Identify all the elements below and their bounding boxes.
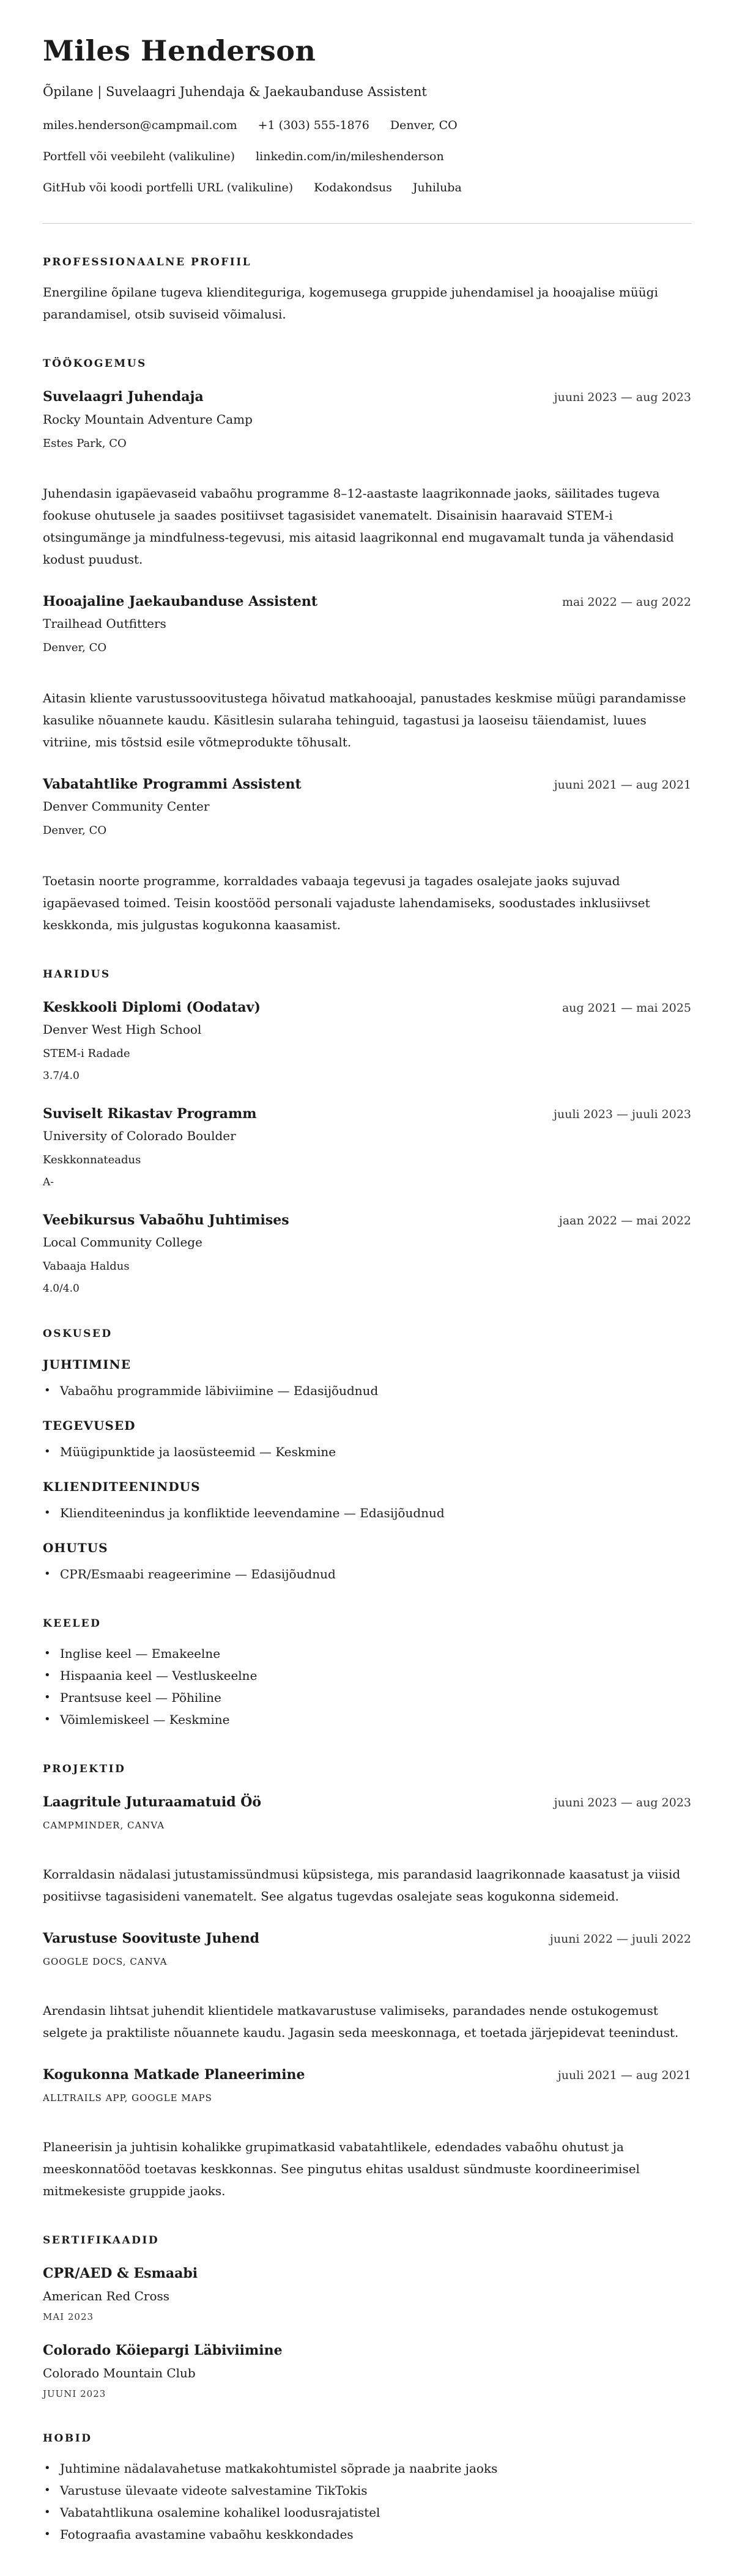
project-tools: ALLTRAILS APP, GOOGLE MAPS (43, 2092, 212, 2103)
education-entry (43, 1106, 691, 1189)
contact-github: GitHub või koodi portfelli URL (valikuline) (43, 181, 294, 195)
job-entry (43, 594, 691, 753)
skill-category-name: OHUTUS (43, 1540, 108, 1555)
job-location: Estes Park, CO (43, 436, 127, 450)
header-divider (43, 223, 691, 224)
certification-issuer: American Red Cross (43, 2288, 170, 2303)
skill-item: • Müügipunktide ja laosüsteemid — Keskmine (60, 1441, 691, 1463)
education-dates: aug 2021 — mai 2025 (562, 1001, 691, 1015)
person-name: Miles Henderson (43, 34, 316, 67)
certification-date: MAI 2023 (43, 2311, 94, 2322)
section-title: OSKUSED (43, 1327, 113, 1340)
education-gpa: 4.0/4.0 (43, 1282, 80, 1295)
contact-portfolio: Portfell või veebileht (valikuline) (43, 150, 235, 164)
language-item: • Hispaania keel — Vestluskeelne (60, 1665, 691, 1687)
job-entry-header (43, 594, 691, 611)
education-entry-header (43, 999, 691, 1017)
person-subtitle: Õpilane | Suvelaagri Juhendaja & Jaekaubanduse Assistent (43, 84, 427, 100)
skill-category (43, 1418, 691, 1463)
skill-list (43, 1502, 691, 1524)
job-company: Trailhead Outfitters (43, 616, 166, 631)
skill-list (43, 1441, 691, 1463)
project-name: Laagritule Juturaamatuid Öö (43, 1794, 262, 1811)
project-entry (43, 1930, 691, 2044)
education-school: Denver West High School (43, 1022, 202, 1037)
job-role: Hooajaline Jaekaubanduse Assistent (43, 593, 318, 609)
education-entry-header (43, 1212, 691, 1229)
hobby-item: • Vabatahtlikuna osalemine kohalikel loodusrajatistel (60, 2501, 691, 2523)
project-entry-header (43, 1794, 691, 1811)
contact-row (43, 119, 691, 133)
job-location: Denver, CO (43, 824, 107, 837)
education-gpa: 3.7/4.0 (43, 1069, 80, 1082)
project-entry (43, 1794, 691, 1907)
project-dates: juuli 2021 — aug 2021 (557, 2069, 691, 2083)
job-dates: mai 2022 — aug 2022 (562, 595, 691, 609)
certification-entry (43, 2265, 691, 2323)
hobby-item: • Varustuse ülevaate videote salvestamine TikTokis (60, 2479, 691, 2501)
skill-category-name: TEGEVUSED (43, 1418, 136, 1433)
language-list (43, 1643, 691, 1731)
language-item: • Inglise keel — Emakeelne (60, 1643, 691, 1665)
project-description: Arendasin lihtsat juhendit klientidele matkavarustuse valimiseks, parandades nende ostukogemust selgete ja praktiliste nõuannete kaudu. Jagasin seda meeskonnaga, et toetada järjepidevat teenindust. (43, 2003, 679, 2041)
education-field: Keskkonnateadus (43, 1154, 141, 1167)
education-field: Vabaaja Haldus (43, 1260, 130, 1273)
section-title: HOBID (43, 2432, 92, 2445)
resume-header (43, 34, 691, 224)
job-company: Rocky Mountain Adventure Camp (43, 411, 253, 427)
contact-email: miles.henderson@campmail.com (43, 119, 237, 133)
skill-category-name: KLIENDITEENINDUS (43, 1479, 201, 1494)
education-degree: Suviselt Rikastav Programm (43, 1105, 257, 1122)
contact-citizenship: Kodakondsus (314, 181, 392, 195)
job-entry (43, 776, 691, 936)
education-entry-header (43, 1106, 691, 1123)
education-dates: jaan 2022 — mai 2022 (558, 1213, 691, 1227)
job-company: Denver Community Center (43, 799, 210, 814)
skill-item: • Vabaõhu programmide läbiviimine — Edasijõudnud (60, 1380, 691, 1402)
contact-drivers-license: Juhiluba (412, 181, 462, 195)
project-dates: juuni 2022 — juuli 2022 (549, 1932, 691, 1946)
education-degree: Veebikursus Vabaõhu Juhtimises (43, 1212, 289, 1228)
education-gpa: A- (43, 1176, 54, 1188)
job-entry (43, 389, 691, 570)
job-dates: juuni 2021 — aug 2021 (554, 778, 691, 792)
contact-linkedin: linkedin.com/in/mileshenderson (256, 150, 444, 164)
project-tools: GOOGLE DOCS, CANVA (43, 1956, 168, 1967)
section-title: SERTIFIKAADID (43, 2234, 160, 2247)
job-description: Toetasin noorte programme, korraldades vabaaja tegevusi ja tagades osalejate jaoks sujuvad igapäevased toimed. Teisin koostööd personali vajaduste lahendamiseks, soodustades inklusiivset keskkonda, mis julgustas kogukonna kaasamist. (43, 873, 650, 932)
education-dates: juuli 2023 — juuli 2023 (554, 1107, 691, 1121)
education-school: Local Community College (43, 1235, 202, 1250)
education-degree: Keskkooli Diplomi (Oodatav) (43, 999, 261, 1015)
section-education (43, 968, 691, 1295)
skill-item: • Klienditeenindus ja konfliktide leevendamine — Edasijõudnud (60, 1502, 691, 1524)
certification-entry (43, 2342, 691, 2400)
section-title: TÖÖKOGEMUS (43, 357, 147, 370)
hobby-item: • Fotograafia avastamine vabaõhu keskkondades (60, 2523, 691, 2545)
section-title: KEELED (43, 1617, 102, 1630)
job-role: Vabatahtlike Programmi Assistent (43, 776, 302, 792)
education-school: University of Colorado Boulder (43, 1128, 236, 1144)
section-hobbies (43, 2432, 691, 2545)
project-dates: juuni 2023 — aug 2023 (554, 1796, 691, 1810)
profile-summary: Energiline õpilane tugeva klienditeguriga, kogemusega gruppide juhendamisel ja hooajalise müügi parandamisel, otsib suviseid võimalusi. (43, 284, 658, 322)
section-title: HARIDUS (43, 968, 111, 981)
contact-row (43, 150, 691, 164)
skill-item: • CPR/Esmaabi reageerimine — Edasijõudnud (60, 1563, 691, 1585)
section-languages (43, 1617, 691, 1731)
job-dates: juuni 2023 — aug 2023 (554, 391, 691, 405)
project-name: Varustuse Soovituste Juhend (43, 1930, 259, 1947)
contact-row (43, 181, 691, 195)
contact-block (43, 119, 691, 194)
section-skills (43, 1327, 691, 1585)
section-projects (43, 1762, 691, 2202)
language-item: • Prantsuse keel — Põhiline (60, 1687, 691, 1709)
job-description: Aitasin kliente varustussoovitustega hõivatud matkahooajal, panustades keskmise müügi parandamisse kasulike nõuannete kaudu. Käsitlesin sularaha tehinguid, tagastusi ja laoseisu täiendamist, luues vitriine, mis tõstsid esile võtmeprodukte tõhusalt. (43, 690, 686, 749)
hobby-item: • Juhtimine nädalavahetuse matkakohtumistel sõprade ja naabrite jaoks (60, 2457, 691, 2479)
job-description: Juhendasin igapäevaseid vabaõhu programme 8–12-aastaste laagrikonnade jaoks, säilitades tugeva fookuse ohutusele ja saades positiivset tagasisidet vanematelt. Disainisin haaravaid STEM-i otsingumänge ja mindfulness-tegevusi, mis aitasid laagrikonnal end mugavamalt tunda ja vähendasid kodust puudust. (43, 485, 674, 567)
project-description: Planeerisin ja juhtisin kohalikke grupimatkasid vabatahtlikele, edendades vabaõhu ohutust ja meeskonnatööd toetavas keskkonnas. See pingutus ehitas usaldust sündmuste koordineerimisel mitmekesiste gruppide jaoks. (43, 2140, 640, 2199)
project-entry (43, 2067, 691, 2202)
section-title: PROFESSIONAALNE PROFIIL (43, 256, 252, 268)
language-item: • Võimlemiskeel — Keskmine (60, 1709, 691, 1731)
skill-list (43, 1380, 691, 1402)
job-entry-header (43, 389, 691, 406)
job-role: Suvelaagri Juhendaja (43, 389, 204, 405)
hobby-list (43, 2457, 691, 2545)
project-name: Kogukonna Matkade Planeerimine (43, 2067, 305, 2083)
skill-category (43, 1479, 691, 1524)
job-location: Denver, CO (43, 641, 107, 655)
education-entry (43, 1212, 691, 1295)
skill-category (43, 1356, 691, 1402)
project-entry-header (43, 2067, 691, 2084)
job-entry-header (43, 776, 691, 793)
contact-phone: +1 (303) 555-1876 (258, 119, 369, 133)
certification-name: CPR/AED & Esmaabi (43, 2265, 198, 2282)
project-description: Korraldasin nädalasi jutustamissündmusi küpsistega, mis parandasid laagrikonnade kaasatust ja viisid positiivse tagasisideni vanematelt. See algatus tugevdas osalejate seas kogukonna sidemeid. (43, 1867, 681, 1904)
skill-category-name: JUHTIMINE (43, 1356, 132, 1372)
section-title: PROJEKTID (43, 1762, 126, 1775)
skill-category (43, 1540, 691, 1585)
certification-name: Colorado Köiepargi Läbiviimine (43, 2342, 283, 2359)
certification-date: JUUNI 2023 (43, 2388, 106, 2399)
section-certifications (43, 2234, 691, 2400)
section-profile (43, 256, 691, 325)
project-entry-header (43, 1930, 691, 1948)
contact-location: Denver, CO (390, 119, 458, 133)
certification-issuer: Colorado Mountain Club (43, 2365, 196, 2380)
project-tools: CAMPMINDER, CANVA (43, 1819, 165, 1831)
section-experience (43, 357, 691, 936)
education-entry (43, 999, 691, 1083)
skill-list (43, 1563, 691, 1585)
education-field: STEM-i Radade (43, 1047, 130, 1061)
